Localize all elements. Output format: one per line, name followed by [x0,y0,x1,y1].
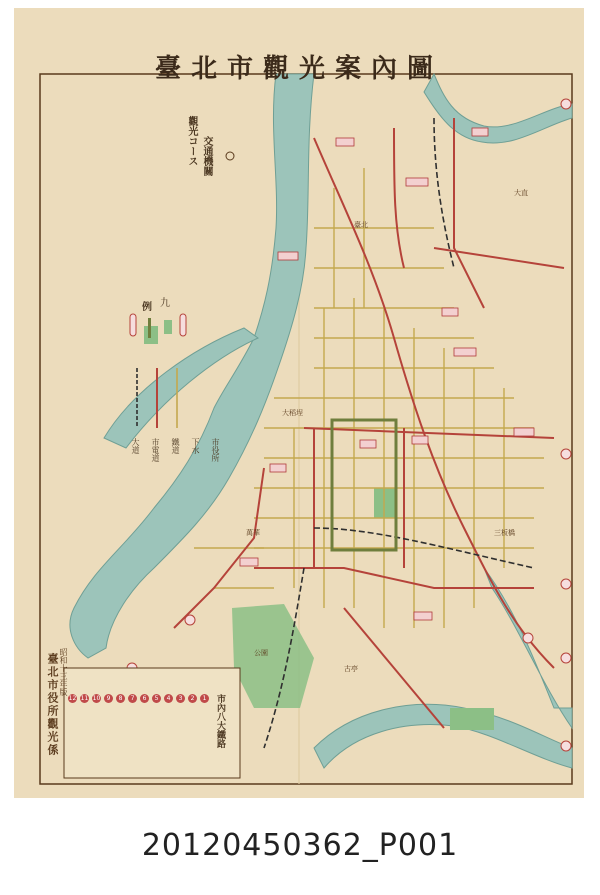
legend-item: 市役所 [211,438,220,462]
legend-item: 下水 [191,438,200,454]
park-small-1 [374,488,396,518]
legend-item: 大道 [131,438,140,454]
route-number: 5 [152,694,161,703]
place-label: 大直 [514,189,528,197]
edition-note: 昭和十三年版 [59,648,68,696]
route-number: 1 [200,694,209,703]
route-number: 8 [116,694,125,703]
archive-caption: 20120450362_P001 [141,828,459,863]
publisher-name: 臺北市役所觀光係 [46,653,59,757]
legend-item: 鐵道 [171,438,180,454]
route-number: 9 [104,694,113,703]
route-marker [176,694,187,705]
route-marker [128,694,139,705]
route-number: 7 [128,694,137,703]
place-label: 三板橋 [494,529,515,537]
route-marker [92,694,103,705]
route-number: 2 [188,694,197,703]
route-marker [188,694,199,705]
place-label: 公園 [254,649,268,657]
course-heading: 觀光コース [186,116,197,166]
legend-heading: 例 [142,302,152,313]
map-title: 臺北市觀光案內圖 [154,54,443,84]
legend-item: 市電道 [151,438,160,462]
place-label: 古亭 [344,665,358,673]
place-label: 臺北 [354,221,368,229]
route-marker [140,694,151,705]
legend-index: 九 [160,298,170,309]
route-number: 12 [68,695,77,702]
route-number: 10 [92,695,101,702]
traffic-heading: 交通機關 [201,136,212,176]
place-label: 大稻埕 [282,409,303,417]
route-table-title: 市內八大鐵路 [215,694,225,748]
route-number: 11 [80,695,89,702]
park-small-2 [450,708,494,730]
map-graphic [14,8,584,798]
place-label: 萬華 [246,529,260,537]
route-marker [68,694,79,705]
route-marker [116,694,127,705]
route-marker [80,694,91,705]
route-number: 4 [164,694,173,703]
route-marker [164,694,175,705]
route-number: 3 [176,694,185,703]
route-number: 6 [140,694,149,703]
route-marker [104,694,115,705]
map-sheet [14,8,584,798]
route-marker [152,694,163,705]
route-marker [200,694,211,705]
